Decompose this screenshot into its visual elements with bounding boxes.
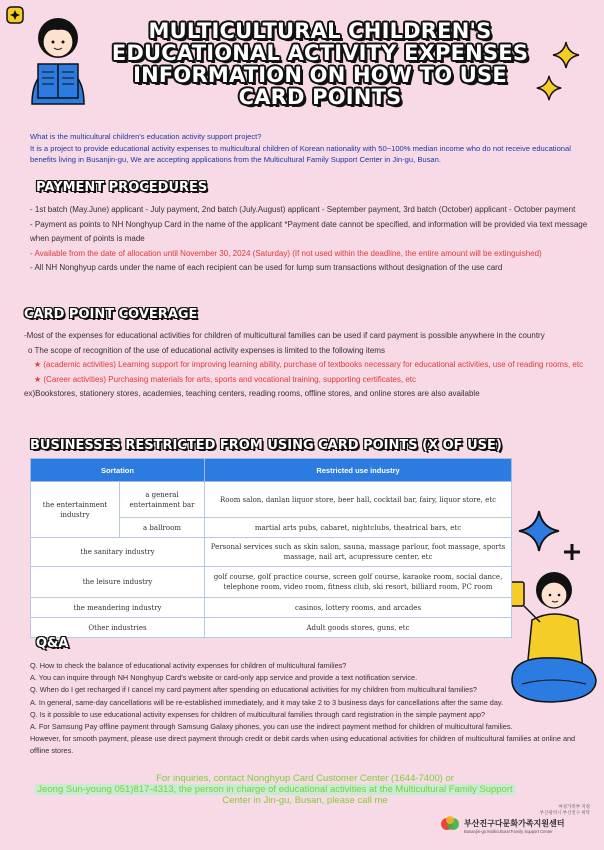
intro-section [30,131,590,166]
payment-line: - 1st batch (May.June) applicant - July payment, 2nd batch (July.August) applicant - September payment, 3rd batch (October) applicant - October payment [30,205,576,214]
table-cell-category: the leisure industry [31,567,205,598]
table-cell-value: Room salon, danlan liquor store, beer hall, cocktail bar, fairy, liquor store, etc [205,482,512,518]
table-cell-category: Other industries [31,618,205,638]
coverage-line: o The scope of recognition of the use of educational activity expenses is limited to the following items [28,345,385,355]
plus-icon [562,542,582,562]
logo-small-line: 여성가족부 지정 [558,804,590,809]
table-header-industry: Restricted use industry [205,459,512,482]
table-cell-category: the entertainment industry [31,482,120,538]
table-row [31,598,512,618]
table-cell-value: martial arts pubs, cabaret, nightclubs, theatrical bars, etc [205,518,512,538]
contact-footer [37,773,513,806]
intro-body: It is a project to provide educational activity expenses to multicultural children of Korean nationality with 50~100% median income who do not receive educational benefits living in Busanjin-gu, We are accepting applications from the Multicultural Family Support Center in Jin-gu, Busan. [30,143,571,164]
qa-line: A. You can inquire through NH Nonghyup Card's website or card-only app service and provide a text notification service. [30,673,418,683]
qa-line: A. For Samsung Pay offline payment through Samsung Galaxy phones, you can use the indirect payment method for children of multicultural families. [30,722,513,732]
restricted-heading: BUSINESSES RESTRICTED FROM USING CARD POINTS (X OF USE) [30,438,502,453]
coverage-example: ex)Bookstores, stationery stores, academies, teaching centers, reading rooms, offline stores, and online stores are also available [24,389,480,398]
center-logo [434,804,594,838]
qa-heading: Q&A [36,636,69,651]
page-title [80,20,560,108]
coverage-academic: ★ (academic activities) Learning support for improving learning ability, purchase of textbooks necessary for educational activities, use of reading rooms, etc [34,360,584,369]
star-sparkle-icon [516,508,562,554]
table-row [31,482,512,518]
table-cell-value: casinos, lottery rooms, and arcades [205,598,512,618]
payment-section [30,203,590,276]
coverage-career: ★ (Career activities) Purchasing materials for arts, sports and vocational training, supporting certificates, etc [34,374,416,384]
qa-line: However, for smooth payment, please use direct payment through credit or debit cards when using educational activities for children of multicultural families at online and offline stores. [30,734,576,756]
table-row [31,567,512,598]
qa-section [30,660,592,758]
payment-deadline: - Available from the date of allocation until November 30, 2024 (Saturday) (If not used within the deadline, the entire amount will be extinguished) [30,248,542,258]
payment-line: - Payment as points to NH Nonghyup Card in the name of the applicant *Payment date cannot be specified, and information will be provided via text message when payment of points is made [30,219,588,243]
footer-line: Center in Jin-gu, Busan, please call me [222,795,388,806]
title-line: MULTICULTURAL CHILDREN'S [148,19,492,43]
table-cell-sub: a general entertainment bar [120,482,205,518]
coverage-line: -Most of the expenses for educational activities for children of multicultural families can be used if card payment is possible anywhere in the country [24,331,545,340]
table-header-sortation: Sortation [31,459,205,482]
intro-question: What is the multicultural children's education activity support project? [30,132,262,141]
title-line: CARD POINTS [238,85,402,109]
qa-line: Q. When do I get recharged if I cancel my card payment after spending on educational activities for my children from multicultural families? [30,685,477,695]
footer-line: Jeong Sun-young 051)817-4313, the person in charge of educational activities at the Multicultural Family Support [37,784,513,795]
payment-heading: PAYMENT PROCEDURES [36,180,208,195]
title-line: EDUCATIONAL ACTIVITY EXPENSES [111,41,529,65]
footer-line: For inquiries, contact Nonghyup Card Customer Center (1644-7400) or [156,773,454,784]
title-line: INFORMATION ON HOW TO USE [133,63,507,87]
table-cell-value: Adult goods stores, guns, etc [205,618,512,638]
logo-english: Busanjin-gu Multicultural Family Support Center [464,829,553,834]
table-cell-category: the sanitary industry [31,538,205,567]
table-cell-category: the meandering industry [31,598,205,618]
logo-mark-icon [440,814,460,834]
logo-small-line: 부산광역시 부산진구 위탁 [539,810,590,815]
table-cell-sub: a ballroom [120,518,205,538]
qa-line: Q. How to check the balance of educational activity expenses for children of multicultural families? [30,661,347,670]
table-row [31,538,512,567]
logo-name: 부산진구다문화가족지원센터 [464,819,565,828]
payment-line: - All NH Nonghyup cards under the name of each recipient can be used for lump sum transactions without designation of the use card [30,263,503,272]
coverage-heading: CARD POINT COVERAGE [24,307,198,322]
restricted-table [30,458,512,638]
table-row [31,618,512,638]
qa-line: Q. Is it possible to use educational activity expenses for children of multicultural families through card registration in the simple payment app? [30,709,486,719]
table-header-row [31,459,512,482]
table-cell-value: golf course, golf practice course, screen golf course, karaoke room, social dance, telephone room, video room, fitness club, ski resort, billiard room, PC room [205,567,512,598]
qa-line: A. In general, same-day cancellations will be re-established immediately, and it may take 2 to 3 business days for cancellations after the same day. [30,697,504,707]
coverage-section [24,329,590,402]
logo-subtext [540,804,590,816]
table-cell-value: Personal services such as skin salon, sauna, massage parlour, foot massage, sports massage, nail art, acupressure center, etc [205,538,512,567]
